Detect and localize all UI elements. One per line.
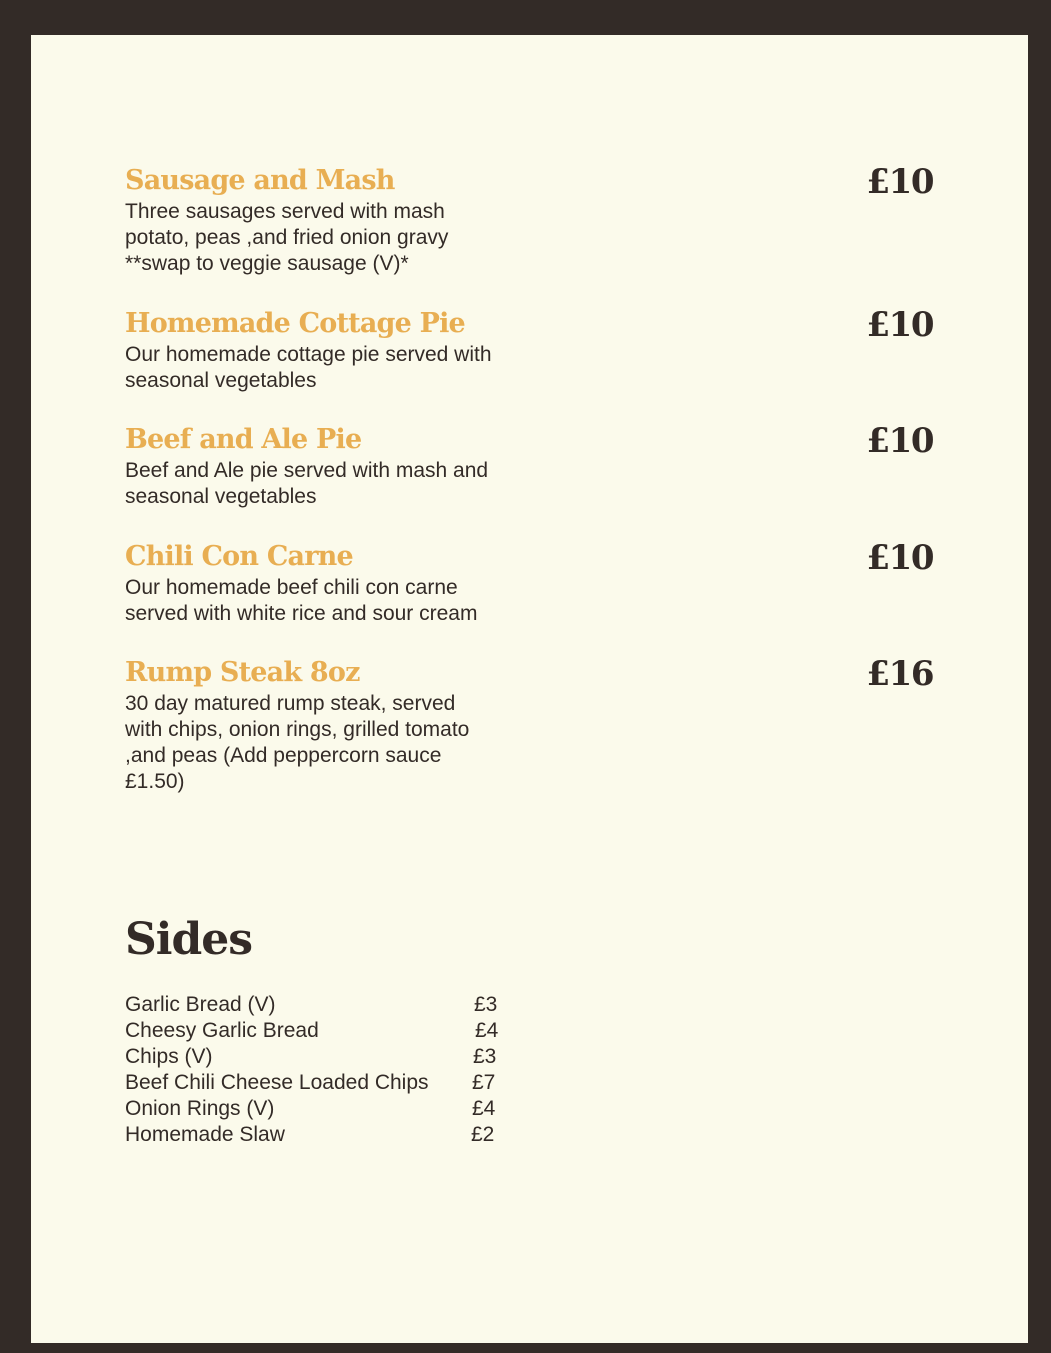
item-description-line: Three sausages served with mash	[125, 200, 445, 223]
item-description-line: 30 day matured rump steak, served	[125, 692, 456, 715]
item-description-line: Our homemade cottage pie served with	[125, 343, 492, 366]
item-name: Rump Steak 8oz	[125, 657, 360, 688]
item-price: £16	[866, 654, 933, 694]
sides-list	[125, 992, 525, 1148]
item-description-line: **swap to veggie sausage (V)*	[125, 252, 409, 275]
item-name: Beef and Ale Pie	[125, 424, 362, 455]
side-item	[125, 1096, 525, 1122]
item-description-line: served with white rice and sour cream	[125, 602, 478, 625]
side-item-name: Cheesy Garlic Bread	[125, 1019, 319, 1042]
item-price: £10	[866, 538, 933, 578]
item-description	[125, 575, 477, 627]
side-item-name: Beef Chili Cheese Loaded Chips	[125, 1071, 429, 1094]
item-name: Sausage and Mash	[125, 165, 395, 196]
item-description	[125, 691, 469, 795]
item-price: £10	[866, 421, 933, 461]
side-item-price: £7	[472, 1071, 496, 1094]
side-item	[125, 992, 525, 1018]
side-item-price: £3	[474, 993, 498, 1016]
item-description-line: potato, peas ,and fried onion gravy	[125, 226, 449, 249]
item-description-line: Beef and Ale pie served with mash and	[125, 459, 489, 482]
item-description	[125, 199, 448, 277]
item-price: £10	[866, 305, 933, 345]
item-description-line: with chips, onion rings, grilled tomato	[125, 718, 470, 741]
side-item-price: £3	[473, 1045, 497, 1068]
item-name: Homemade Cottage Pie	[125, 308, 465, 339]
side-item	[125, 1070, 525, 1096]
side-item-name: Homemade Slaw	[125, 1123, 285, 1146]
side-item-price: £4	[472, 1097, 496, 1120]
side-item-price: £2	[471, 1123, 495, 1146]
menu-page	[31, 35, 1028, 1343]
item-price: £10	[866, 162, 933, 202]
side-item	[125, 1122, 525, 1148]
item-description-line: seasonal vegetables	[125, 485, 317, 508]
side-item-price: £4	[475, 1019, 499, 1042]
side-item	[125, 1018, 525, 1044]
item-description-line: £1.50)	[125, 770, 185, 793]
item-name: Chili Con Carne	[125, 541, 353, 572]
item-description-line: seasonal vegetables	[125, 369, 317, 392]
sides-heading: Sides	[125, 914, 253, 965]
item-description-line: Our homemade beef chili con carne	[125, 576, 458, 599]
item-description-line: ,and peas (Add peppercorn sauce	[125, 744, 442, 767]
side-item-name: Onion Rings (V)	[125, 1097, 275, 1120]
side-item-name: Garlic Bread (V)	[125, 993, 276, 1016]
side-item-name: Chips (V)	[125, 1045, 213, 1068]
side-item	[125, 1044, 525, 1070]
item-description	[125, 342, 492, 394]
item-description	[125, 458, 488, 510]
